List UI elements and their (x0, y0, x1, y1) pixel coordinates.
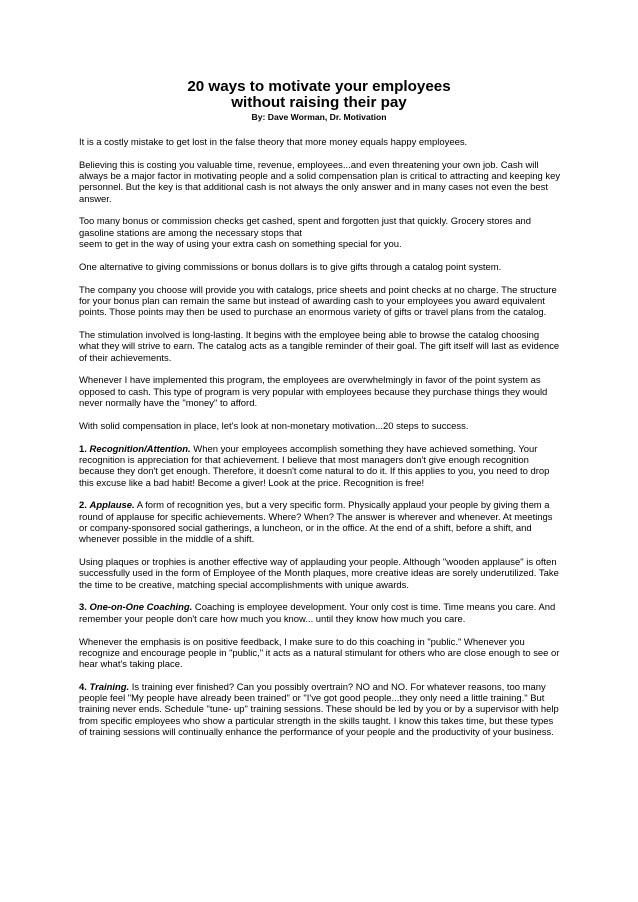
paragraph (79, 137, 561, 148)
step-heading: One-on-One Coaching. (89, 602, 193, 614)
paragraph-text-line-2: seem to get in the way of using your extra cash on something special for you. (79, 239, 402, 251)
step-number: 2. (79, 500, 87, 512)
title-line-2: without raising their pay (231, 93, 407, 111)
step-heading: Applause. (89, 500, 135, 512)
paragraph-text: The company you choose will provide you with catalogs, price sheets and point checks at no charge. The structure for your bonus plan can remain the same but instead of awarding cash to your employees you award equivalent points. Those points may then be used to purchase an enormous variety of gifts or travel plans from the catalog. (79, 284, 557, 319)
paragraph-text-line-1: Too many bonus or commission checks get cashed, spent and forgotten just that quickly. Grocery stores and gasoline stations are among the necessary stops that (79, 216, 532, 239)
numbered-step-4 (79, 682, 561, 738)
document-header (0, 79, 638, 122)
paragraph (79, 262, 561, 273)
paragraph (79, 216, 561, 250)
paragraph-text: One alternative to giving commissions or bonus dollars is to give gifts through a catalog point system. (79, 261, 502, 273)
paragraph-text: With solid compensation in place, let's look at non-monetary motivation...20 steps to success. (79, 420, 469, 432)
byline: By: Dave Worman, Dr. Motivation (251, 112, 387, 122)
numbered-step-1 (79, 444, 561, 489)
numbered-step-3 (79, 602, 561, 625)
numbered-step-2 (79, 500, 561, 545)
title-line-1: 20 ways to motivate your employees (187, 78, 451, 95)
paragraph-text: The stimulation involved is long-lasting. It begins with the employee being able to browse the catalog choosing what they will strive to earn. The catalog acts as a tangible reminder of their goal. The gift itself will last as evidence of their achievements. (79, 330, 560, 364)
paragraph-text: A form of recognition yes, but a very specific form. Physically applaud your people by giving them a round of applause for specific achievements. Where? When? The answer is wherever and whenever. At meetings or company-sponsored social gatherings, a luncheon, or in the office. At the end of a shift, before a shift, and whenever possible in the middle of a shift. (79, 500, 553, 546)
step-heading: Training. (89, 681, 130, 693)
paragraph (79, 160, 561, 205)
document-body (79, 137, 561, 750)
paragraph (79, 637, 561, 671)
paragraph (79, 375, 561, 409)
paragraph-text: Is training ever finished? Can you possibly overtrain? NO and NO. For whatever reasons, too many people feel "My people have already been trained" or "I've got good people...they only need a little training." But training never ends. Schedule "tune- up" training sessions. These should be led by you or by a supervisor with help from specific employees who show a particular strength in the skills taught. I know this takes time, but these types of training sessions will continually enhance the performance of your people and the productivity of your business. (79, 681, 559, 739)
paragraph-text: When your employees accomplish something they have achieved something. Your recognition is appreciation for that achievement. I believe that most managers don't give enough recognition because they don't get enough. Therefore, it doesn't come natural to do it. If this applies to you, you need to drop this excuse like a bad habit! Become a giver! Look at the price. Recognition is free! (79, 443, 550, 489)
paragraph (79, 285, 561, 319)
paragraph-text: Coaching is employee development. Your only cost is time. Time means you care. And remember your people don't care how much you know... until they know how much you care. (79, 602, 556, 625)
paragraph-text: Believing this is costing you valuable time, revenue, employees...and even threatening your own job. Cash will always be a major factor in motivating people and a solid compensation plan is critical to attracting and keeping key personnel. But the key is that additional cash is not always the only answer and in many cases not even the best answer. (79, 159, 561, 205)
paragraph-text: Using plaques or trophies is another effective way of applauding your people. Although "wooden applause" is often successfully used in the form of Employee of the Month plaques, more creative ideas are sorely underutilized. Take the time to be creative, matching special accomplishments with unique awards. (79, 557, 559, 591)
step-heading: Recognition/Attention. (89, 443, 191, 455)
step-number: 3. (79, 602, 87, 614)
step-number: 4. (79, 681, 87, 693)
paragraph (79, 421, 561, 432)
paragraph-text: Whenever I have implemented this program, the employees are overwhelmingly in favor of the point system as opposed to cash. This type of program is very popular with employees because they purchase things they would never normally have the "money" to afford. (79, 375, 548, 410)
document-title (0, 79, 638, 110)
step-number: 1. (79, 443, 87, 455)
paragraph-text: Whenever the emphasis is on positive feedback, I make sure to do this coaching in "public." Whenever you recognize and encourage people in "public," it acts as a natural stimulant for others who are close enough to see or hear what's taking place. (79, 636, 560, 671)
paragraph (79, 557, 561, 591)
paragraph-text: It is a costly mistake to get lost in the false theory that more money equals happy employees. (79, 137, 468, 148)
paragraph (79, 330, 561, 364)
